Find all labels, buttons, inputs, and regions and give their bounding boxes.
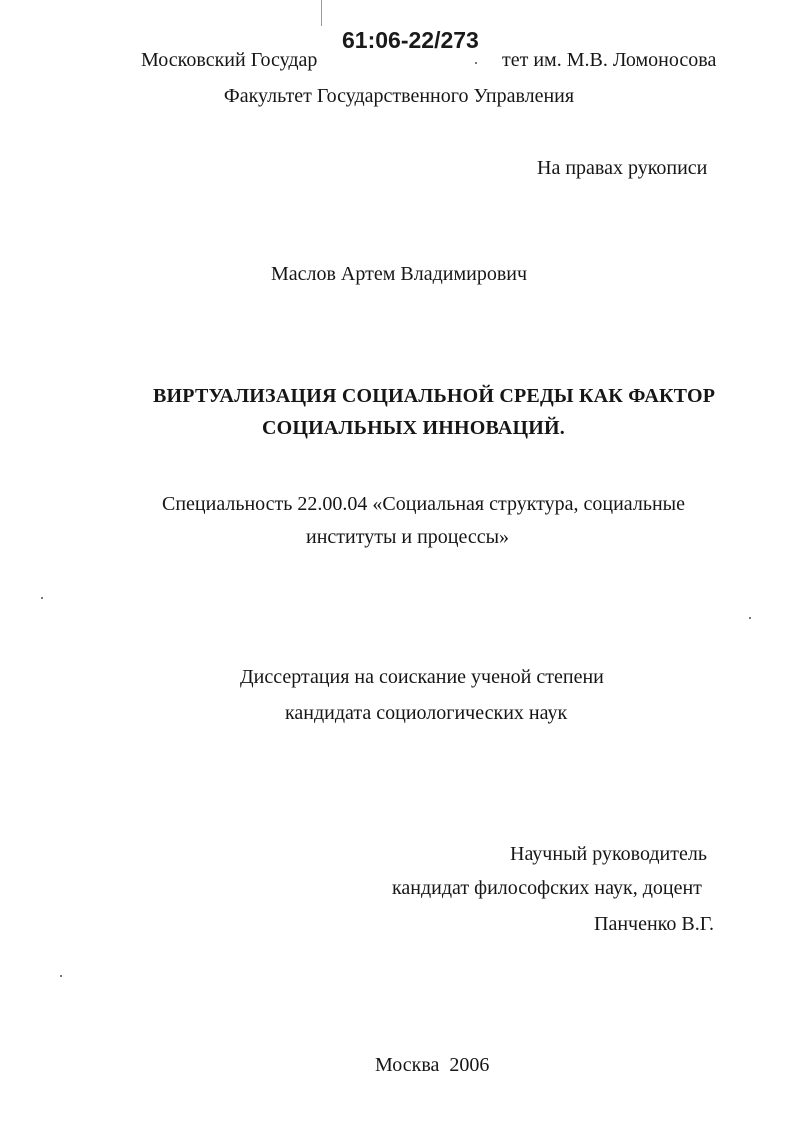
specialty-line-2: институты и процессы» xyxy=(306,526,510,548)
scan-speck xyxy=(475,62,477,64)
manuscript-rights-note: На правах рукописи xyxy=(537,157,708,179)
dissertation-line-2: кандидата социологических наук xyxy=(285,702,568,724)
university-name-right: тет им. М.В. Ломоносова xyxy=(502,49,717,71)
thesis-title-line-2: СОЦИАЛЬНЫХ ИННОВАЦИЙ. xyxy=(262,417,565,439)
scan-mark xyxy=(321,0,322,28)
library-stamp-number: 61:06-22/273 xyxy=(318,26,500,54)
thesis-title-line-1: ВИРТУАЛИЗАЦИЯ СОЦИАЛЬНОЙ СРЕДЫ КАК ФАКТОР xyxy=(153,385,716,407)
dissertation-line-1: Диссертация на соискание ученой степени xyxy=(240,666,604,688)
specialty-line-1: Специальность 22.00.04 «Социальная структура, социальные xyxy=(162,493,685,515)
supervisor-role: Научный руководитель xyxy=(510,843,707,865)
supervisor-degree: кандидат философских наук, доцент xyxy=(392,877,702,899)
scan-speck xyxy=(41,597,43,599)
university-name-left: Московский Государ xyxy=(141,49,318,71)
scan-speck xyxy=(749,617,751,619)
faculty-name: Факультет Государственного Управления xyxy=(223,85,575,107)
author-name: Маслов Артем Владимирович xyxy=(270,263,528,285)
scan-speck xyxy=(60,975,62,977)
city-year: Москва 2006 xyxy=(375,1054,490,1076)
supervisor-name: Панченко В.Г. xyxy=(594,913,715,935)
